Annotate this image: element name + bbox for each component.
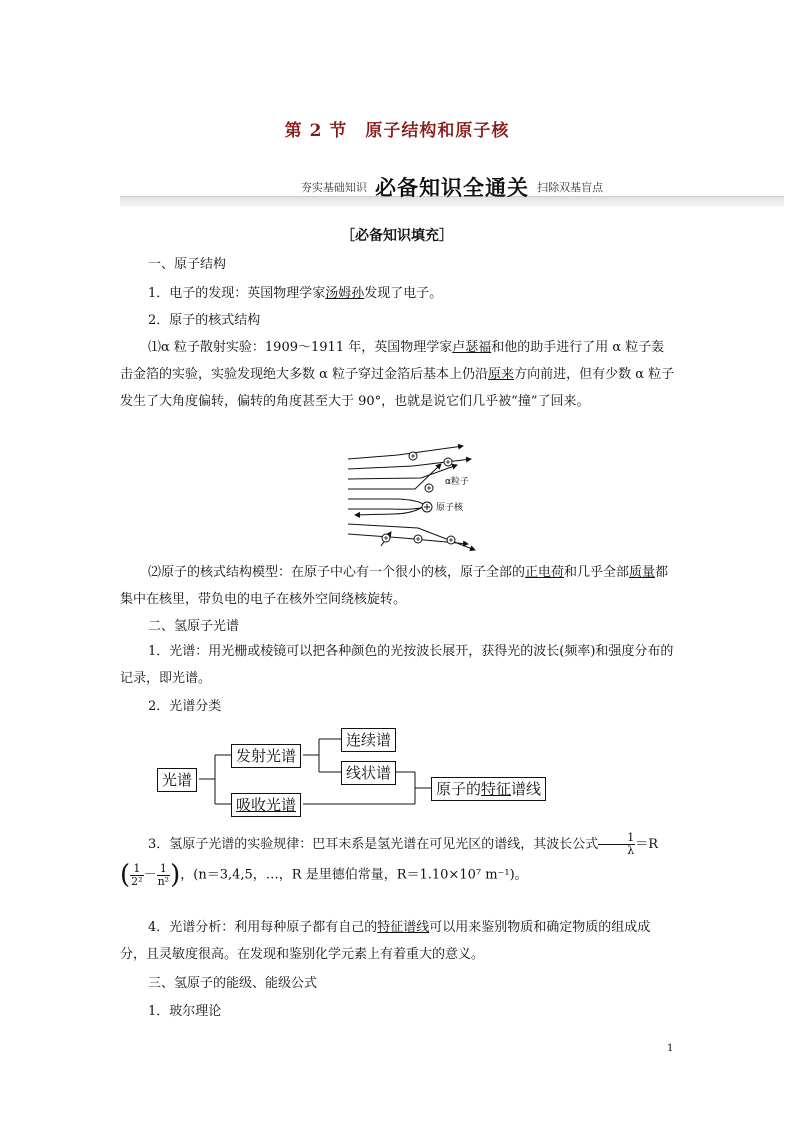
text-segment: ＝R <box>635 837 659 852</box>
section-banner <box>120 168 784 208</box>
numerator: 1 <box>157 863 171 876</box>
text-segment: 和他的助手进行了用 α 粒子轰击金箔的实验，实验发现绝大多数 α 粒子穿过金箔后基本上仍沿 <box>120 340 665 382</box>
answer-underline: 特征 <box>481 780 512 798</box>
paragraph-balmer-series <box>120 832 680 889</box>
denominator: λ <box>627 844 635 857</box>
numerator: 1 <box>598 832 635 845</box>
banner-left-text: 夯实基础知识 <box>300 181 367 194</box>
paragraph-alpha-scattering <box>120 334 675 415</box>
heading-bohr-theory: 1．玻尔理论 <box>148 1004 222 1019</box>
text-segment: 谱线 <box>511 780 542 798</box>
text-segment: ⑴α 粒子散射实验：1909～1911 年，英国物理学家 <box>148 340 453 355</box>
label-nucleus: 原子核 <box>436 503 464 513</box>
text-segment: 1．电子的发现：英国物理学家 <box>148 286 326 301</box>
heading-energy-levels: 三、氢原子的能级、能级公式 <box>148 976 318 991</box>
heading-spectrum-types: 2．光谱分类 <box>148 699 222 714</box>
text-segment: ，(n＝3,4,5，…，R 是里德伯常量，R＝1.10×10⁷ m⁻¹)。 <box>180 867 528 883</box>
characteristic-lines-box <box>431 777 546 801</box>
numerator: 1 <box>130 863 143 876</box>
text-segment: 发现了电子。 <box>364 286 443 301</box>
alpha-scattering-diagram <box>343 442 483 554</box>
banner-main-text: 必备知识全通关 <box>375 176 529 200</box>
alpha-trajectory <box>348 499 423 504</box>
continuous-spectrum-box: 连续谱 <box>341 728 396 752</box>
denominator: n² <box>157 874 170 888</box>
paragraph-nuclear-model <box>120 559 675 613</box>
label-alpha-particle: α粒子 <box>445 477 469 487</box>
line-spectrum-box: 线状谱 <box>341 761 396 785</box>
alpha-trajectory-reflected <box>348 507 423 515</box>
paragraph-electron-discovery <box>148 285 442 303</box>
answer-underline: 特征谱线 <box>377 920 430 935</box>
heading-atomic-structure: 一、原子结构 <box>148 257 227 272</box>
paren-close: ) <box>170 860 181 890</box>
text-segment: 都集中在核里，带负电的电子在核外空间绕核旋转。 <box>120 565 669 607</box>
heading-hydrogen-spectrum: 二、氢原子光谱 <box>148 619 240 634</box>
alpha-trajectory <box>348 465 457 479</box>
text-segment: 可以用来鉴别物质和确定物质的组成成分，且灵敏度很高。在发现和鉴别化学元素上有着重大的意义。 <box>120 920 651 962</box>
answer-underline: 质量 <box>629 565 656 580</box>
fraction-one-over-n-squared <box>157 863 171 888</box>
fraction-one-over-lambda <box>598 832 635 857</box>
banner-right-text: 扫除双基盲点 <box>537 181 604 194</box>
denominator: 2² <box>131 874 143 888</box>
text-segment: 和几乎全部 <box>564 565 630 580</box>
absorption-spectrum-box <box>231 793 301 817</box>
text-segment: 3．氢原子光谱的实验规律：巴耳末系是氢光谱在可见光区的谱线，其波长公式 <box>148 837 599 852</box>
text-segment: － <box>143 867 157 883</box>
spectrum-classification-diagram <box>155 722 575 822</box>
answer-underline: 吸收光谱 <box>236 796 297 814</box>
text-segment: 方向前进，但有少数 α 粒子发生了大角度偏转，偏转的角度甚至大于 90°，也就是说它们几乎被“撞”了回来。 <box>120 367 675 409</box>
alpha-trajectory <box>348 524 475 550</box>
spectrum-root-box: 光谱 <box>157 768 197 792</box>
answer-underline: 卢瑟福 <box>452 340 492 355</box>
alpha-trajectory <box>348 459 471 469</box>
section-heading: ［必备知识填充］ <box>341 228 453 244</box>
text-segment: ⑵原子的核式结构模型：在原子中心有一个很小的核，原子全部的 <box>148 565 526 580</box>
emission-spectrum-box: 发射光谱 <box>231 744 301 768</box>
answer-underline: 原来 <box>488 367 515 382</box>
paragraph-spectral-analysis <box>120 914 675 968</box>
answer-underline: 正电荷 <box>525 565 565 580</box>
paragraph-spectrum-definition: 1．光谱：用光栅或棱镜可以把各种颜色的光按波长展开，获得光的波长(频率)和强度分布的记录，即光谱。 <box>120 644 674 686</box>
fraction-one-over-two-squared <box>130 863 143 888</box>
page-title: 第 2 节 原子结构和原子核 <box>284 121 510 141</box>
text-segment: 4．光谱分析：利用每种原子都有自己的 <box>148 920 378 935</box>
text-segment: 原子的 <box>436 780 482 798</box>
paren-open: ( <box>120 860 131 890</box>
heading-nuclear-structure: 2．原子的核式结构 <box>148 313 261 328</box>
answer-underline: 汤姆孙 <box>325 286 365 301</box>
page-number: 1 <box>667 1043 674 1054</box>
alpha-trajectory <box>348 446 463 459</box>
